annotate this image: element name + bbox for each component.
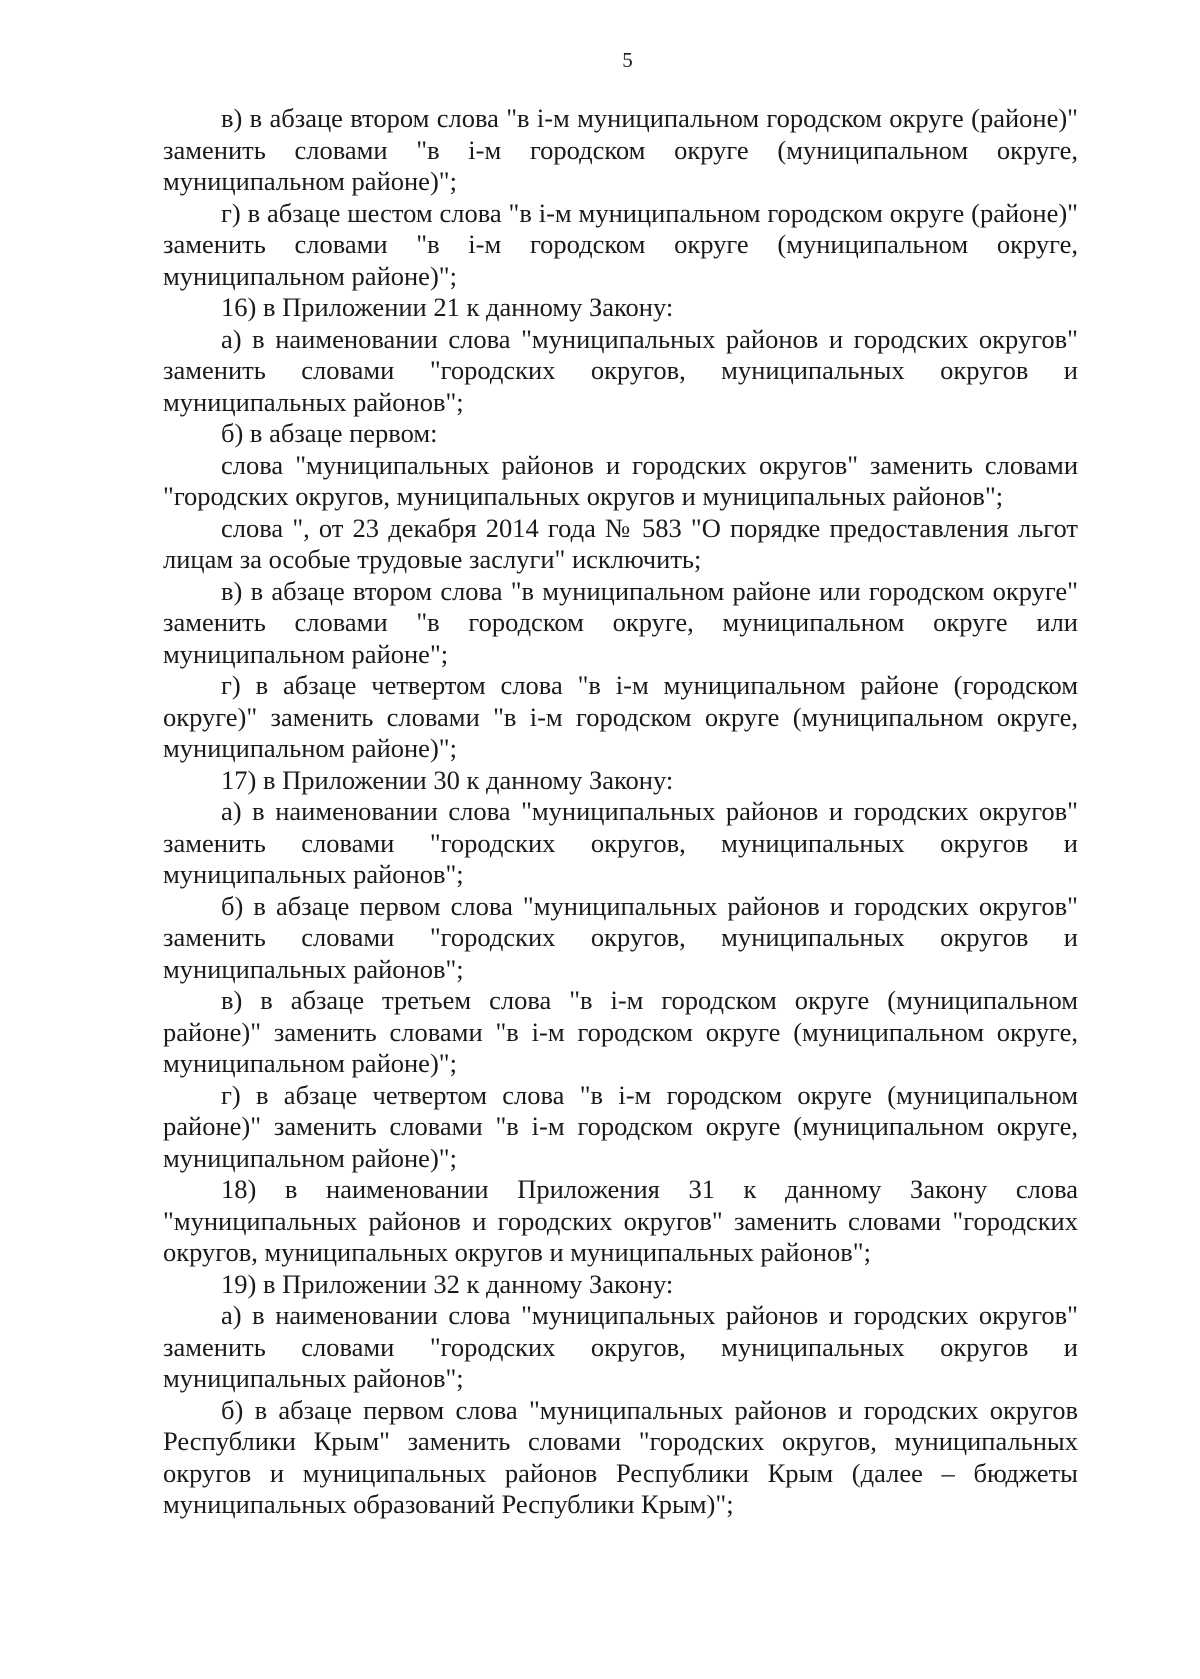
paragraph: слова ", от 23 декабря 2014 года № 583 "О порядке предоставления льгот лицам за особые трудовые заслуги" исключить; bbox=[163, 512, 1078, 574]
paragraph: в) в абзаце втором слова "в муниципальном районе или городском округе" заменить словами "в городском округе, муниципальном округе или муниципальном районе"; bbox=[163, 575, 1078, 669]
paragraph: б) в абзаце первом слова "муниципальных районов и городских округов" заменить словами "городских округов, муниципальных округов и муниципальных районов"; bbox=[163, 890, 1078, 984]
paragraph: а) в наименовании слова "муниципальных районов и городских округов" заменить словами "городских округов, муниципальных округов и муниципальных районов"; bbox=[163, 323, 1078, 417]
page-number: 5 bbox=[622, 48, 633, 72]
paragraph: в) в абзаце третьем слова "в i-м городском округе (муниципальном районе)" заменить словами "в i-м городском округе (муниципальном округе, муниципальном районе)"; bbox=[163, 985, 1078, 1078]
paragraph: а) в наименовании слова "муниципальных районов и городских округов" заменить словами "городских округов, муниципальных округов и муниципальных районов"; bbox=[163, 1300, 1078, 1393]
paragraph: а) в наименовании слова "муниципальных районов и городских округов" заменить словами "городских округов, муниципальных округов и муниципальных районов"; bbox=[163, 796, 1078, 889]
paragraph: 19) в Приложении 32 к данному Закону: bbox=[221, 1268, 674, 1299]
paragraph: слова "муниципальных районов и городских округов" заменить словами "городских округов, муниципальных округов и муниципальных районов"; bbox=[163, 449, 1078, 511]
paragraph: 17) в Приложении 30 к данному Закону: bbox=[221, 764, 674, 795]
paragraph: б) в абзаце первом слова "муниципальных районов и городских округов Республики Крым" заменить словами "городских округов, муниципальных округов и муниципальных районов Республики Крым (далее – бюджеты муниципальных образований Республики Крым)"; bbox=[163, 1394, 1078, 1519]
paragraph: г) в абзаце четвертом слова "в i-м муниципальном районе (городском округе)" заменить словами "в i-м городском округе (муниципальном округе, муниципальном районе)"; bbox=[163, 670, 1078, 763]
paragraph: 16) в Приложении 21 к данному Закону: bbox=[221, 292, 674, 322]
paragraph: в) в абзаце втором слова "в i-м муниципальном городском округе (районе)" заменить словами "в i-м городском округе (муниципальном округе, муниципальном районе)"; bbox=[163, 103, 1078, 196]
document-body bbox=[163, 103, 1078, 1521]
paragraph: 18) в наименовании Приложения 31 к данному Закону слова "муниципальных районов и городских округов" заменить словами "городских округов, муниципальных округов и муниципальных районов"; bbox=[163, 1174, 1078, 1267]
paragraph: г) в абзаце четвертом слова "в i-м городском округе (муниципальном районе)" заменить словами "в i-м городском округе (муниципальном округе, муниципальном районе)"; bbox=[163, 1079, 1078, 1173]
paragraph: б) в абзаце первом: bbox=[221, 418, 438, 448]
paragraph: г) в абзаце шестом слова "в i-м муниципальном городском округе (районе)" заменить словами "в i-м городском округе (муниципальном округе, муниципальном районе)"; bbox=[163, 197, 1078, 291]
